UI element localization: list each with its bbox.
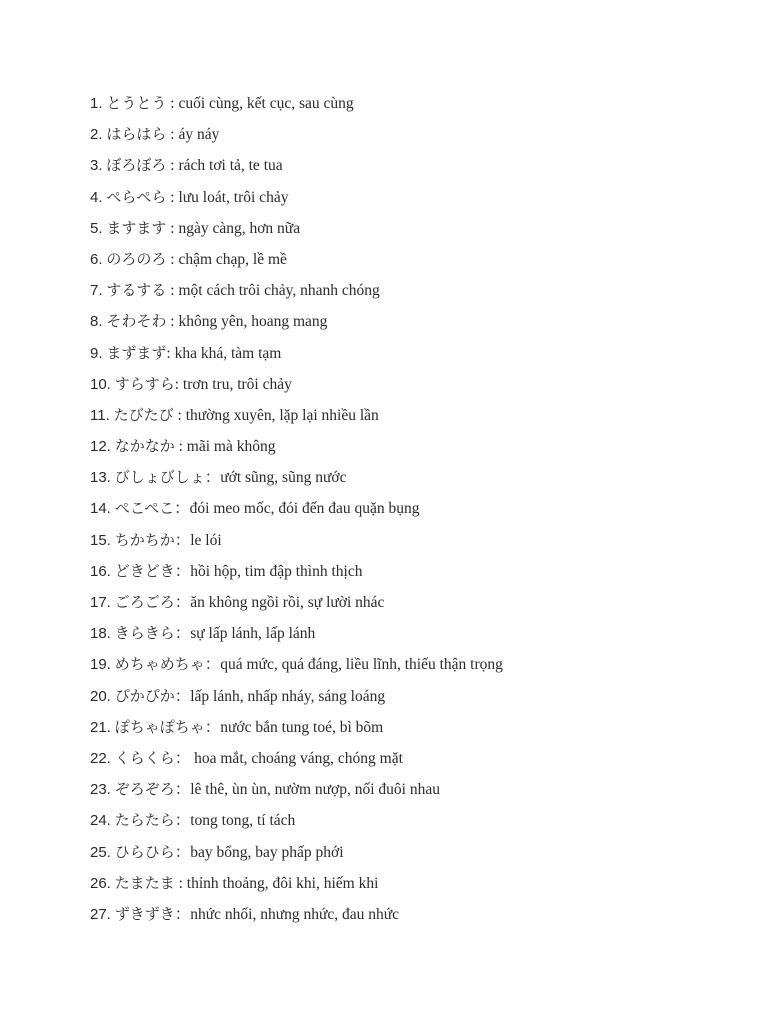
list-item (90, 434, 503, 465)
japanese-term: まずまず (106, 343, 167, 362)
list-item (90, 341, 503, 372)
japanese-term: きらきら (114, 624, 175, 643)
list-item (90, 153, 503, 184)
meaning-text: : thường xuyên, lặp lại nhiều lần (173, 406, 379, 424)
japanese-term: たまたま (114, 873, 175, 892)
item-number: 11. (90, 406, 110, 424)
list-item (90, 684, 503, 715)
item-number: 6. (90, 250, 103, 268)
list-item (90, 902, 503, 933)
japanese-term: めちゃめちゃ (114, 655, 205, 674)
meaning-text: : mãi mà không (174, 438, 276, 456)
meaning-text: ：quá mức, quá đáng, liều lĩnh, thiếu thận trọng (204, 656, 503, 674)
meaning-text: : áy náy (166, 126, 220, 144)
item-number: 20. (90, 687, 111, 705)
list-item (90, 496, 503, 527)
meaning-text: ： hoa mắt, choáng váng, chóng mặt (174, 749, 403, 767)
list-item (90, 247, 503, 278)
item-number: 4. (90, 188, 103, 206)
item-number: 16. (90, 562, 111, 580)
list-item (90, 621, 503, 652)
list-item (90, 746, 503, 777)
list-item (90, 652, 503, 683)
list-item (90, 403, 503, 434)
item-number: 26. (90, 874, 111, 892)
list-item (90, 590, 503, 621)
meaning-text: ：lấp lánh, nhấp nháy, sáng loáng (174, 687, 386, 705)
meaning-text: : thỉnh thoảng, đôi khi, hiếm khi (174, 874, 379, 892)
meaning-text: : trơn tru, trôi chảy (174, 375, 292, 393)
list-item (90, 122, 503, 153)
item-number: 18. (90, 625, 111, 643)
japanese-term: ぺらぺら (106, 187, 167, 206)
item-number: 7. (90, 282, 103, 300)
list-item (90, 715, 503, 746)
item-number: 19. (90, 656, 111, 674)
item-number: 9. (90, 344, 103, 362)
meaning-text: ：sự lấp lánh, lấp lánh (174, 625, 316, 643)
item-number: 13. (90, 469, 111, 487)
item-number: 25. (90, 843, 111, 861)
japanese-term: ぞろぞろ (114, 780, 175, 799)
list-item (90, 528, 503, 559)
meaning-text: ：ăn không ngồi rồi, sự lười nhác (174, 594, 385, 611)
item-number: 3. (90, 157, 103, 175)
list-item (90, 777, 503, 808)
japanese-term: くらくら (114, 748, 175, 767)
vocabulary-list (90, 91, 503, 933)
japanese-term: ぼろぼろ (106, 156, 167, 175)
item-number: 5. (90, 219, 103, 237)
item-number: 12. (90, 438, 111, 456)
meaning-text: : rách tơi tả, te tua (166, 157, 283, 175)
meaning-text: : cuối cùng, kết cục, sau cùng (166, 95, 354, 112)
item-number: 21. (90, 718, 111, 736)
japanese-term: のろのろ (106, 249, 167, 268)
japanese-term: はらはら (106, 125, 167, 144)
meaning-text: ：le lói (174, 531, 222, 549)
list-item (90, 465, 503, 496)
list-item (90, 808, 503, 839)
japanese-term: びしょびしょ (114, 468, 205, 487)
meaning-text: ：tong tong, tí tách (174, 812, 296, 830)
meaning-text: : lưu loát, trôi chảy (166, 188, 289, 206)
japanese-term: するする (106, 281, 167, 300)
meaning-text: ：nước bắn tung toé, bì bõm (204, 718, 384, 736)
meaning-text: ：lê thê, ùn ùn, nườm nượp, nối đuôi nhau (174, 781, 440, 799)
item-number: 24. (90, 812, 111, 830)
item-number: 2. (90, 126, 103, 144)
japanese-term: どきどき (114, 561, 175, 580)
item-number: 27. (90, 905, 111, 923)
meaning-text: : ngày càng, hơn nữa (166, 219, 301, 237)
list-item (90, 91, 503, 122)
item-number: 15. (90, 531, 111, 549)
list-item (90, 372, 503, 403)
item-number: 23. (90, 781, 111, 799)
item-number: 10. (90, 375, 111, 393)
japanese-term: ぽちゃぽちゃ (114, 717, 205, 736)
list-item (90, 559, 503, 590)
meaning-text: : một cách trôi chảy, nhanh chóng (166, 282, 380, 300)
list-item (90, 278, 503, 309)
japanese-term: すらすら (114, 374, 175, 393)
japanese-term: ひらひら (114, 842, 175, 861)
meaning-text: : không yên, hoang mang (166, 313, 328, 331)
meaning-text: : kha khá, tàm tạm (166, 344, 282, 362)
japanese-term: ますます (106, 218, 167, 237)
item-number: 1. (90, 95, 103, 112)
item-number: 22. (90, 749, 111, 767)
item-number: 14. (90, 500, 111, 518)
japanese-term: たらたら (114, 811, 175, 830)
meaning-text: ：đói meo mốc, đói đến đau quặn bụng (174, 500, 420, 518)
japanese-term: ずきずき (114, 904, 175, 923)
list-item (90, 216, 503, 247)
list-item (90, 309, 503, 340)
japanese-term: とうとう (106, 94, 167, 112)
meaning-text: : chậm chạp, lề mề (166, 250, 287, 268)
list-item (90, 840, 503, 871)
list-item (90, 185, 503, 216)
meaning-text: ：bay bổng, bay phấp phới (174, 843, 344, 861)
meaning-text: ：ướt sũng, sũng nước (204, 469, 347, 487)
japanese-term: たびたび (113, 405, 174, 424)
japanese-term: ごろごろ (114, 593, 175, 611)
japanese-term: ぴかぴか (114, 686, 175, 705)
meaning-text: ：hồi hộp, tim đập thình thịch (174, 562, 363, 580)
item-number: 8. (90, 313, 103, 331)
japanese-term: なかなか (114, 437, 175, 456)
japanese-term: そわそわ (106, 312, 167, 331)
japanese-term: ちかちか (114, 530, 175, 549)
list-item (90, 871, 503, 902)
meaning-text: ：nhức nhối, nhưng nhức, đau nhức (174, 905, 400, 923)
japanese-term: ぺこぺこ (114, 499, 175, 518)
item-number: 17. (90, 594, 111, 611)
